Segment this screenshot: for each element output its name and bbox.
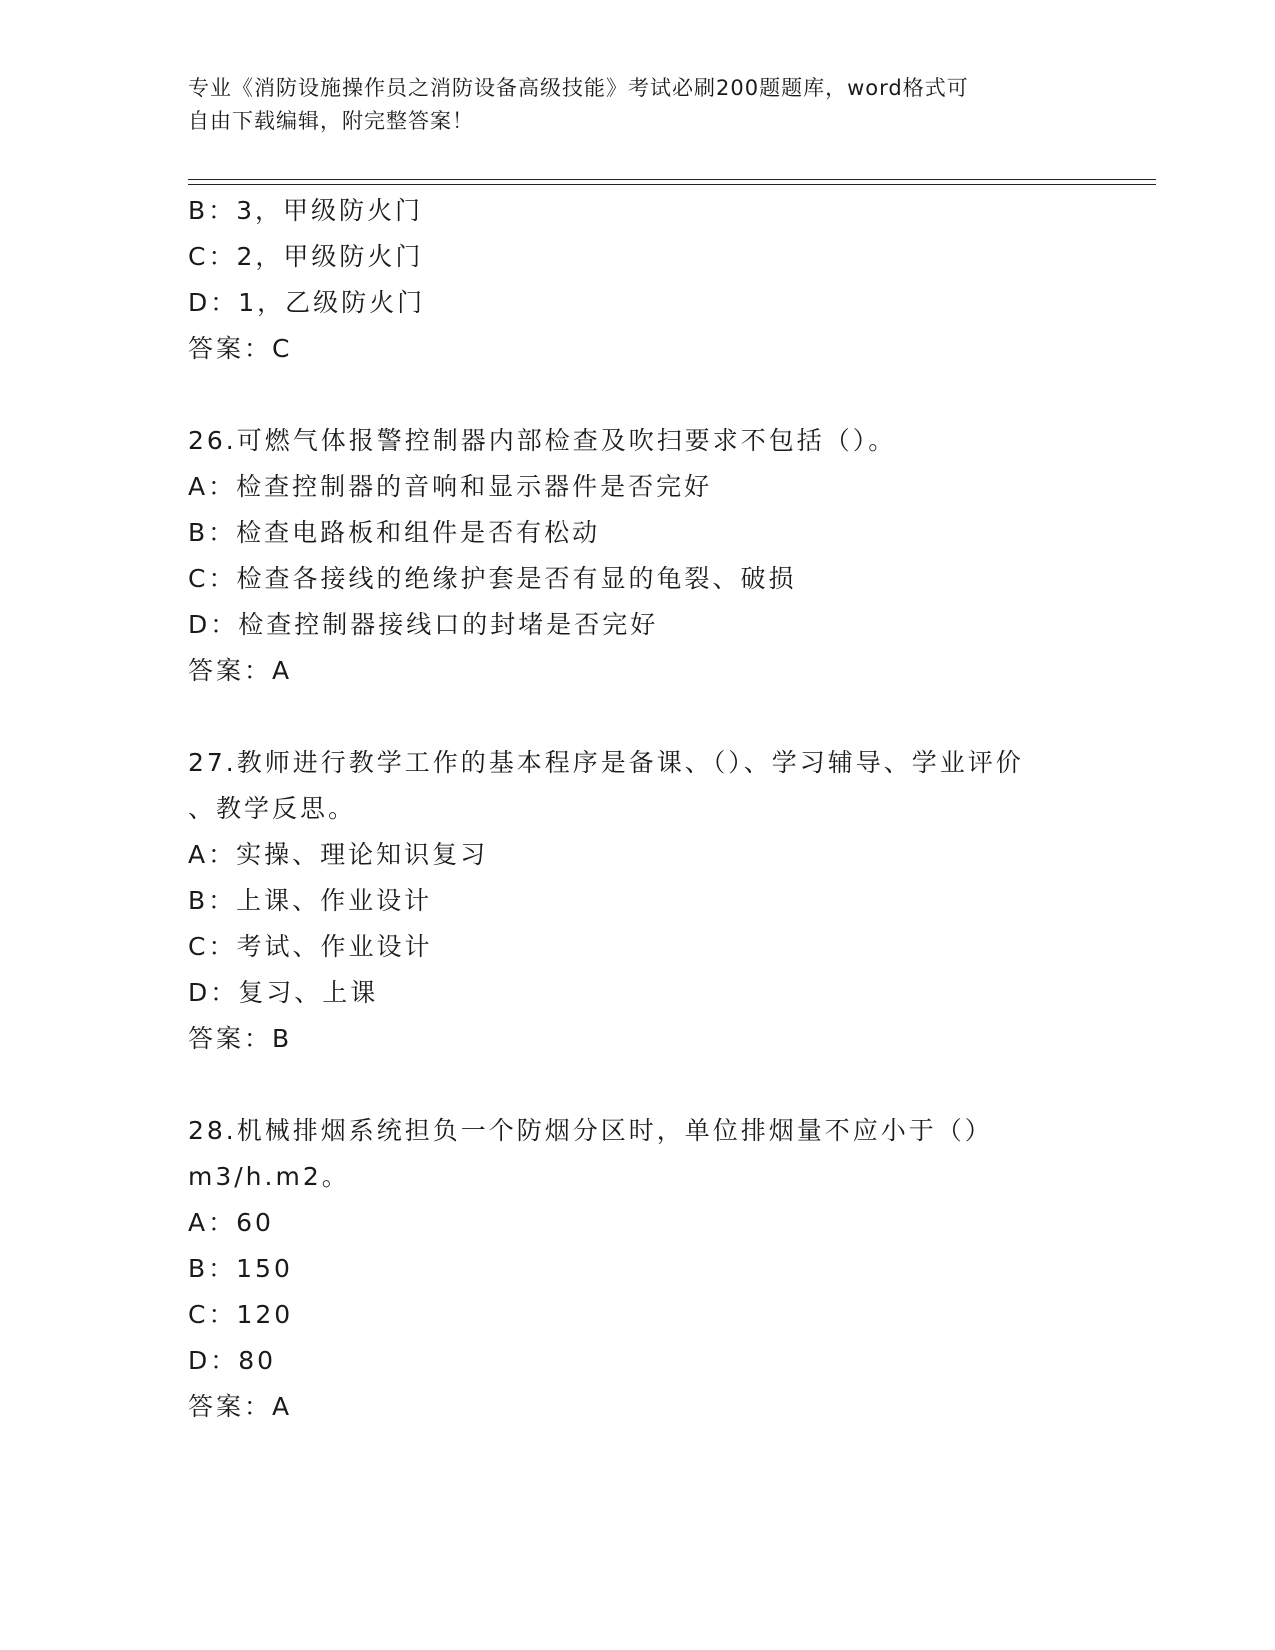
question-text-line-1: 28.机械排烟系统担负一个防烟分区时，单位排烟量不应小于（） [188,1116,993,1145]
option-d: D：检查控制器接线口的封堵是否完好 [188,610,659,639]
option-b: B：检查电路板和组件是否有松动 [188,518,601,547]
question-25 [188,188,1068,372]
option-d: D：1，乙级防火门 [188,288,426,317]
header-divider-top [188,179,1156,180]
option-c: C：120 [188,1300,294,1329]
option-b: B：150 [188,1254,293,1283]
header-line-2: 自由下载编辑，附完整答案！ [188,109,474,133]
question-text: 26.可燃气体报警控制器内部检查及吹扫要求不包括（）。 [188,426,897,455]
question-27 [188,740,1068,1062]
question-list [188,188,1068,1430]
answer: 答案：A [188,1392,293,1421]
option-d: D：复习、上课 [188,978,379,1007]
option-b: B：3，甲级防火门 [188,196,424,225]
header-line-1: 专业《消防设施操作员之消防设备高级技能》考试必刷200题题库，word格式可 [188,76,969,100]
option-c: C：考试、作业设计 [188,932,433,961]
option-b: B：上课、作业设计 [188,886,433,915]
answer: 答案：A [188,656,293,685]
option-c: C：2，甲级防火门 [188,242,424,271]
option-a: A：检查控制器的音响和显示器件是否完好 [188,472,713,501]
option-a: A：60 [188,1208,274,1237]
question-text-line-1: 27.教师进行教学工作的基本程序是备课、（）、学习辅导、学业评价 [188,748,1024,777]
spacer [188,694,1068,740]
spacer [188,372,1068,418]
question-26 [188,418,1068,694]
option-d: D：80 [188,1346,277,1375]
header-divider-bottom [188,184,1156,185]
answer: 答案：B [188,1024,293,1053]
answer: 答案：C [188,334,293,363]
option-c: C：检查各接线的绝缘护套是否有显的龟裂、破损 [188,564,797,593]
document-header [188,72,1068,138]
question-text-line-2: m3/h.m2。 [188,1162,350,1191]
spacer [188,1062,1068,1108]
question-28 [188,1108,1068,1430]
option-a: A：实操、理论知识复习 [188,840,489,869]
question-text-line-2: 、教学反思。 [188,794,357,823]
